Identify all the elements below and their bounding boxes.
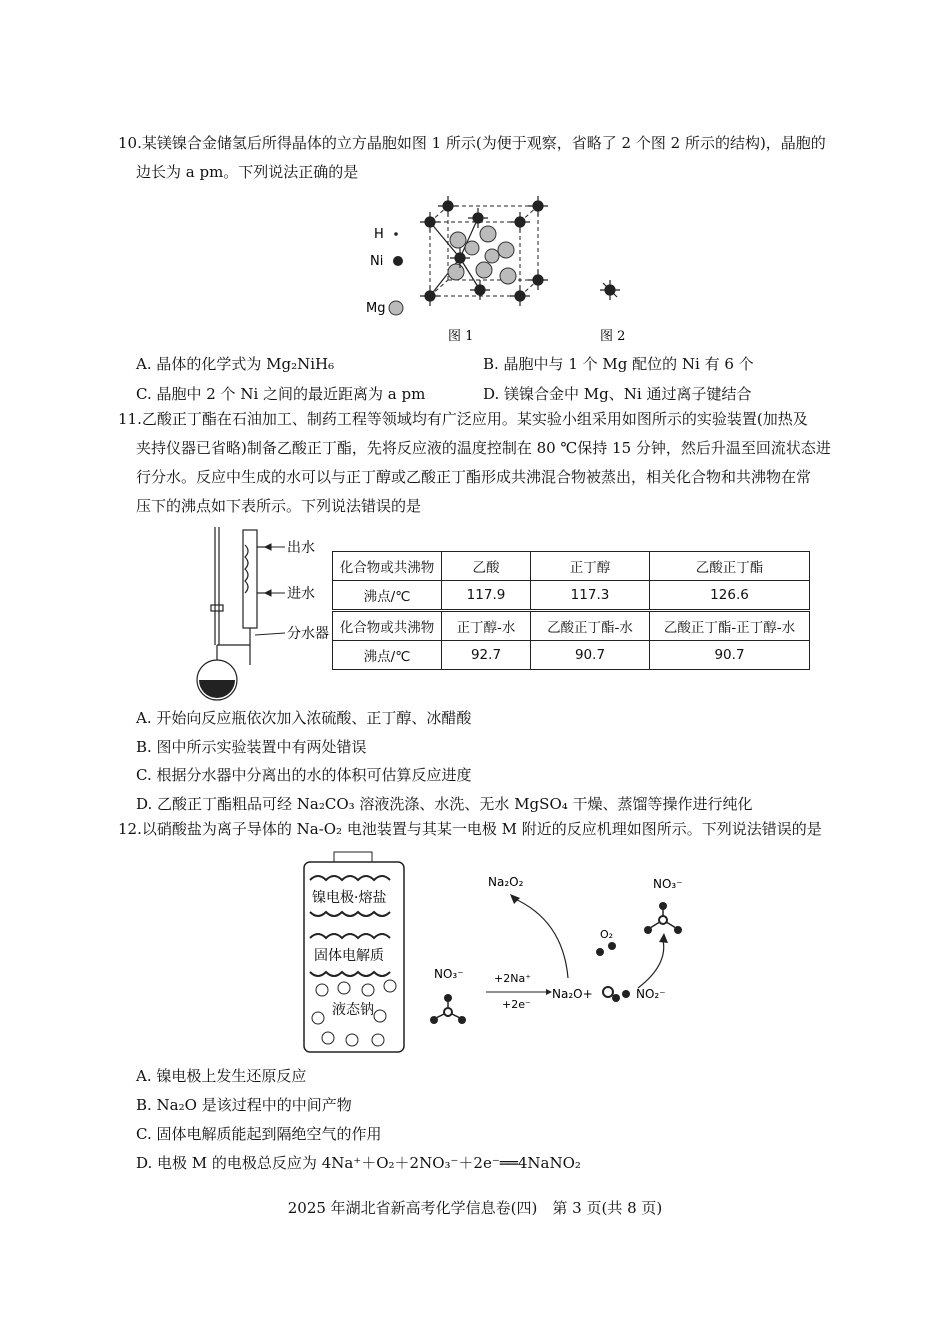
table-cell: 92.7 bbox=[442, 641, 531, 670]
q11-stem-line2: 夹持仪器已省略)制备乙酸正丁酯，先将反应液的温度控制在 80 ℃保持 15 分钟，然后升温至回流状态进 bbox=[136, 439, 831, 457]
fig2-caption: 图 2 bbox=[600, 329, 626, 344]
battery-layer-electrolyte: 固体电解质 bbox=[314, 948, 384, 964]
table-cell: 正丁醇-水 bbox=[442, 611, 531, 641]
reflux-apparatus-figure bbox=[195, 525, 335, 705]
table-cell: 正丁醇 bbox=[531, 552, 650, 581]
boiling-point-table bbox=[332, 551, 810, 670]
table-cell: 乙酸正丁酯-水 bbox=[531, 611, 650, 641]
q11-stem-line4: 压下的沸点如下表所示。下列说法错误的是 bbox=[136, 497, 422, 515]
label-o2: O₂ bbox=[600, 928, 614, 941]
label-arrow-bottom: +2e⁻ bbox=[502, 998, 531, 1011]
table-cell: 沸点/℃ bbox=[333, 581, 442, 611]
q12-option-a[interactable]: A. 镍电极上发生还原反应 bbox=[136, 1067, 307, 1085]
label-no2: NO₂⁻ bbox=[636, 987, 666, 1001]
q10-option-d[interactable]: D. 镁镍合金中 Mg、Ni 通过离子键结合 bbox=[483, 385, 752, 403]
battery-figure bbox=[298, 850, 428, 1060]
table-cell: 乙酸正丁酯 bbox=[650, 552, 810, 581]
table-cell: 乙酸正丁酯-正丁醇-水 bbox=[650, 611, 810, 641]
q12-option-b[interactable]: B. Na₂O 是该过程中的中间产物 bbox=[136, 1096, 352, 1114]
q12-option-c[interactable]: C. 固体电解质能起到隔绝空气的作用 bbox=[136, 1125, 382, 1143]
label-no3-left: NO₃⁻ bbox=[434, 967, 464, 981]
label-na2o-plus: Na₂O+ bbox=[552, 987, 593, 1001]
q11-option-c[interactable]: C. 根据分水器中分离出的水的体积可估算反应进度 bbox=[136, 766, 472, 784]
table-cell: 化合物或共沸物 bbox=[333, 552, 442, 581]
label-out-water: 出水 bbox=[287, 540, 315, 556]
legend-mg: Mg bbox=[366, 301, 386, 316]
table-cell: 化合物或共沸物 bbox=[333, 611, 442, 641]
q11-stem-line1: 11.乙酸正丁酯在石油加工、制药工程等领域均有广泛应用。某实验小组采用如图所示的实验装置(加热及 bbox=[118, 410, 808, 428]
table-cell: 117.9 bbox=[442, 581, 531, 611]
label-in-water: 进水 bbox=[287, 586, 315, 602]
label-na2o2: Na₂O₂ bbox=[488, 875, 524, 889]
q11-option-b[interactable]: B. 图中所示实验装置中有两处错误 bbox=[136, 738, 367, 756]
legend-h: H bbox=[374, 227, 384, 242]
q10-option-c[interactable]: C. 晶胞中 2 个 Ni 之间的最近距离为 a pm bbox=[136, 385, 426, 403]
fig1-caption: 图 1 bbox=[448, 329, 474, 344]
q10-option-a[interactable]: A. 晶体的化学式为 Mg₂NiH₆ bbox=[136, 355, 335, 373]
table-cell: 126.6 bbox=[650, 581, 810, 611]
q12-stem-line1: 12.以硝酸盐为离子导体的 Na-O₂ 电池装置与其某一电极 M 附近的反应机理如图所示。下列说法错误的是 bbox=[118, 820, 822, 838]
battery-layer-nickel: 镍电极·熔盐 bbox=[312, 890, 387, 906]
table-cell: 90.7 bbox=[650, 641, 810, 670]
crystal-cell-figure bbox=[360, 190, 920, 350]
table-cell: 沸点/℃ bbox=[333, 641, 442, 670]
page-footer: 2025 年湖北省新高考化学信息卷(四) 第 3 页(共 8 页) bbox=[287, 1199, 663, 1217]
q10-option-b[interactable]: B. 晶胞中与 1 个 Mg 配位的 Ni 有 6 个 bbox=[483, 355, 754, 373]
label-arrow-top: +2Na⁺ bbox=[494, 972, 531, 985]
legend-ni: Ni bbox=[370, 254, 384, 269]
q10-stem-line1: 10.某镁镍合金储氢后所得晶体的立方晶胞如图 1 所示(为便于观察，省略了 2 个图 2 所示的结构)，晶胞的 bbox=[118, 134, 826, 152]
label-no3-top: NO₃⁻ bbox=[653, 877, 683, 891]
table-cell: 乙酸 bbox=[442, 552, 531, 581]
q11-stem-line3: 行分水。反应中生成的水可以与正丁醇或乙酸正丁酯形成共沸混合物被蒸出，相关化合物和共沸物在常 bbox=[136, 468, 812, 486]
table-cell: 90.7 bbox=[531, 641, 650, 670]
battery-layer-sodium: 液态钠 bbox=[332, 1002, 374, 1018]
q11-option-a[interactable]: A. 开始向反应瓶依次加入浓硫酸、正丁醇、冰醋酸 bbox=[136, 709, 472, 727]
table-cell: 117.3 bbox=[531, 581, 650, 611]
q11-option-d[interactable]: D. 乙酸正丁酯粗品可经 Na₂CO₃ 溶液洗涤、水洗、无水 MgSO₄ 干燥、蒸馏等操作进行纯化 bbox=[136, 795, 753, 813]
q10-stem-line2: 边长为 a pm。下列说法正确的是 bbox=[136, 163, 359, 181]
q12-option-d[interactable]: D. 电极 M 的电极总反应为 4Na⁺＋O₂＋2NO₃⁻＋2e⁻══4NaNO₂ bbox=[136, 1154, 581, 1172]
label-water-separator: 分水器 bbox=[287, 626, 329, 642]
reaction-mechanism-figure bbox=[428, 870, 688, 1040]
